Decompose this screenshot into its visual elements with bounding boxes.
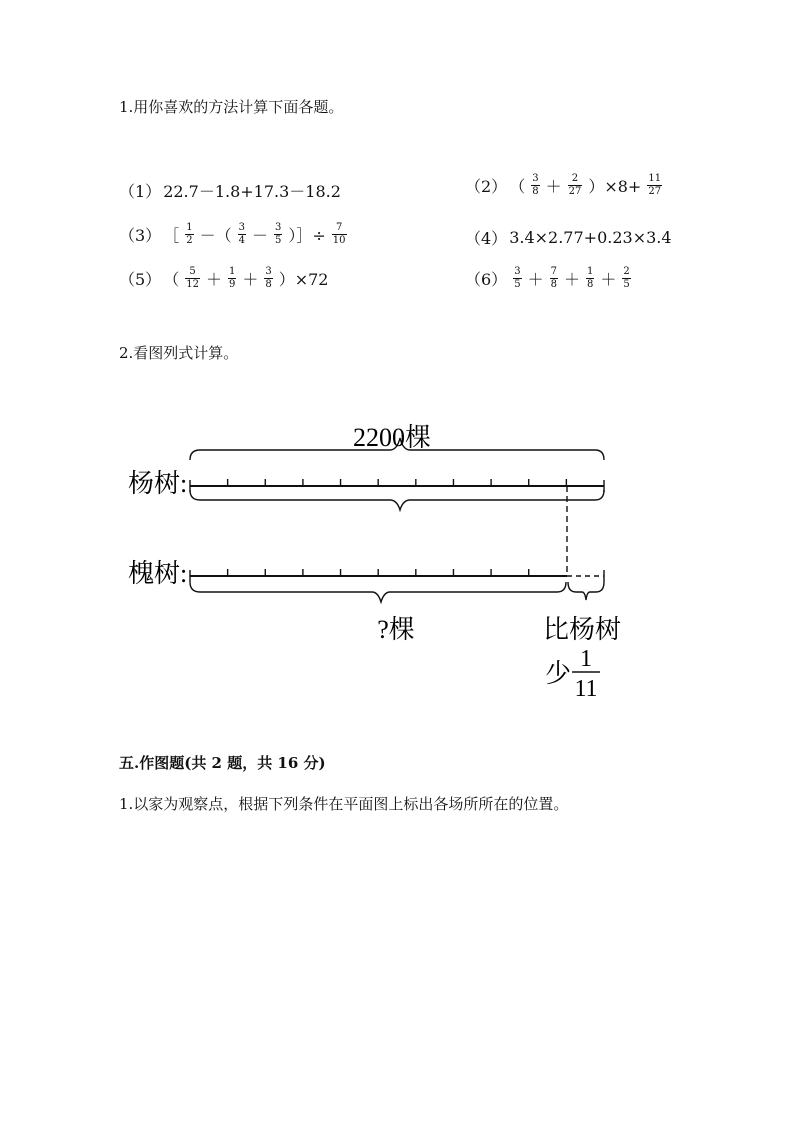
row2-label: 槐树: xyxy=(128,559,188,588)
segment-diagram xyxy=(0,410,794,710)
expression-label: （5） xyxy=(119,270,162,289)
operator: ＋ xyxy=(545,177,562,196)
operator: ＋ xyxy=(205,270,222,289)
expression-label: （3） xyxy=(119,226,162,245)
expression-label: （2） xyxy=(465,177,508,196)
row2-ticks xyxy=(228,569,529,576)
compare-fraction-denominator: 11 xyxy=(574,676,598,702)
question-label: ?棵 xyxy=(377,615,415,644)
expression-text: 22.7－1.8+17.3－18.2 xyxy=(163,182,341,201)
section-5-title: 五.作图题(共 2 题，共 16 分) xyxy=(119,754,326,772)
fraction: $\frac{11}{27}$ xyxy=(648,173,662,197)
expression-text: 3.4×2.77+0.23×3.4 xyxy=(509,228,672,247)
fraction: $\frac{3}{4}$ xyxy=(238,222,245,246)
expression-label: （6） xyxy=(465,270,508,289)
operator: ＋ xyxy=(242,270,259,289)
section-5-question-1: 1.以家为观察点，根据下列条件在平面图上标出各场所所在的位置。 xyxy=(119,795,569,813)
expression-4 xyxy=(465,226,672,249)
fraction: $\frac{1}{2}$ xyxy=(186,222,193,246)
expression-1 xyxy=(119,179,341,202)
question-1-title: 1.用你喜欢的方法计算下面各题。 xyxy=(119,98,344,116)
fraction: $\frac{3}{8}$ xyxy=(265,266,272,290)
fraction: $\frac{3}{5}$ xyxy=(514,266,521,290)
expression-5 xyxy=(119,266,329,291)
operator: ＋ xyxy=(527,270,544,289)
compare-prefix: 少 xyxy=(545,659,572,688)
operator: ）×72 xyxy=(278,270,329,289)
row1-ticks xyxy=(228,479,567,486)
expression-label: （1） xyxy=(119,182,162,201)
fraction: $\frac{3}{5}$ xyxy=(274,222,282,246)
bracket-open: ［ xyxy=(163,226,180,245)
question-brace xyxy=(190,582,566,602)
compare-fraction-numerator: 1 xyxy=(580,646,592,672)
expression-label: （4） xyxy=(465,229,508,248)
expression-2 xyxy=(465,173,666,198)
operator: －（ xyxy=(199,226,232,245)
operator: － xyxy=(251,226,268,245)
fraction: $\frac{2}{5}$ xyxy=(623,266,630,290)
fraction: $\frac{1}{8}$ xyxy=(586,266,594,290)
expression-6 xyxy=(465,266,635,291)
paren-open: （ xyxy=(509,177,526,196)
difference-brace xyxy=(568,582,604,600)
paren-open: （ xyxy=(163,270,180,289)
operator: ＋ xyxy=(563,270,580,289)
expression-3 xyxy=(119,222,351,247)
fraction: $\frac{1}{9}$ xyxy=(228,266,236,290)
operator: ）］÷ xyxy=(288,226,326,245)
question-2-title: 2.看图列式计算。 xyxy=(119,344,239,362)
total-label: 2200棵 xyxy=(352,423,432,452)
fraction: $\frac{7}{8}$ xyxy=(550,266,557,290)
operator: ＋ xyxy=(600,270,617,289)
fraction: $\frac{2}{27}$ xyxy=(568,173,582,197)
fraction: $\frac{5}{12}$ xyxy=(186,266,199,290)
fraction: $\frac{7}{10}$ xyxy=(332,222,346,246)
operator: ）×8+ xyxy=(588,177,642,196)
compare-label: 比杨树 xyxy=(542,615,622,644)
row1-label: 杨树: xyxy=(128,469,188,498)
fraction: $\frac{3}{8}$ xyxy=(532,173,539,197)
row1-bottom-brace xyxy=(190,490,604,510)
